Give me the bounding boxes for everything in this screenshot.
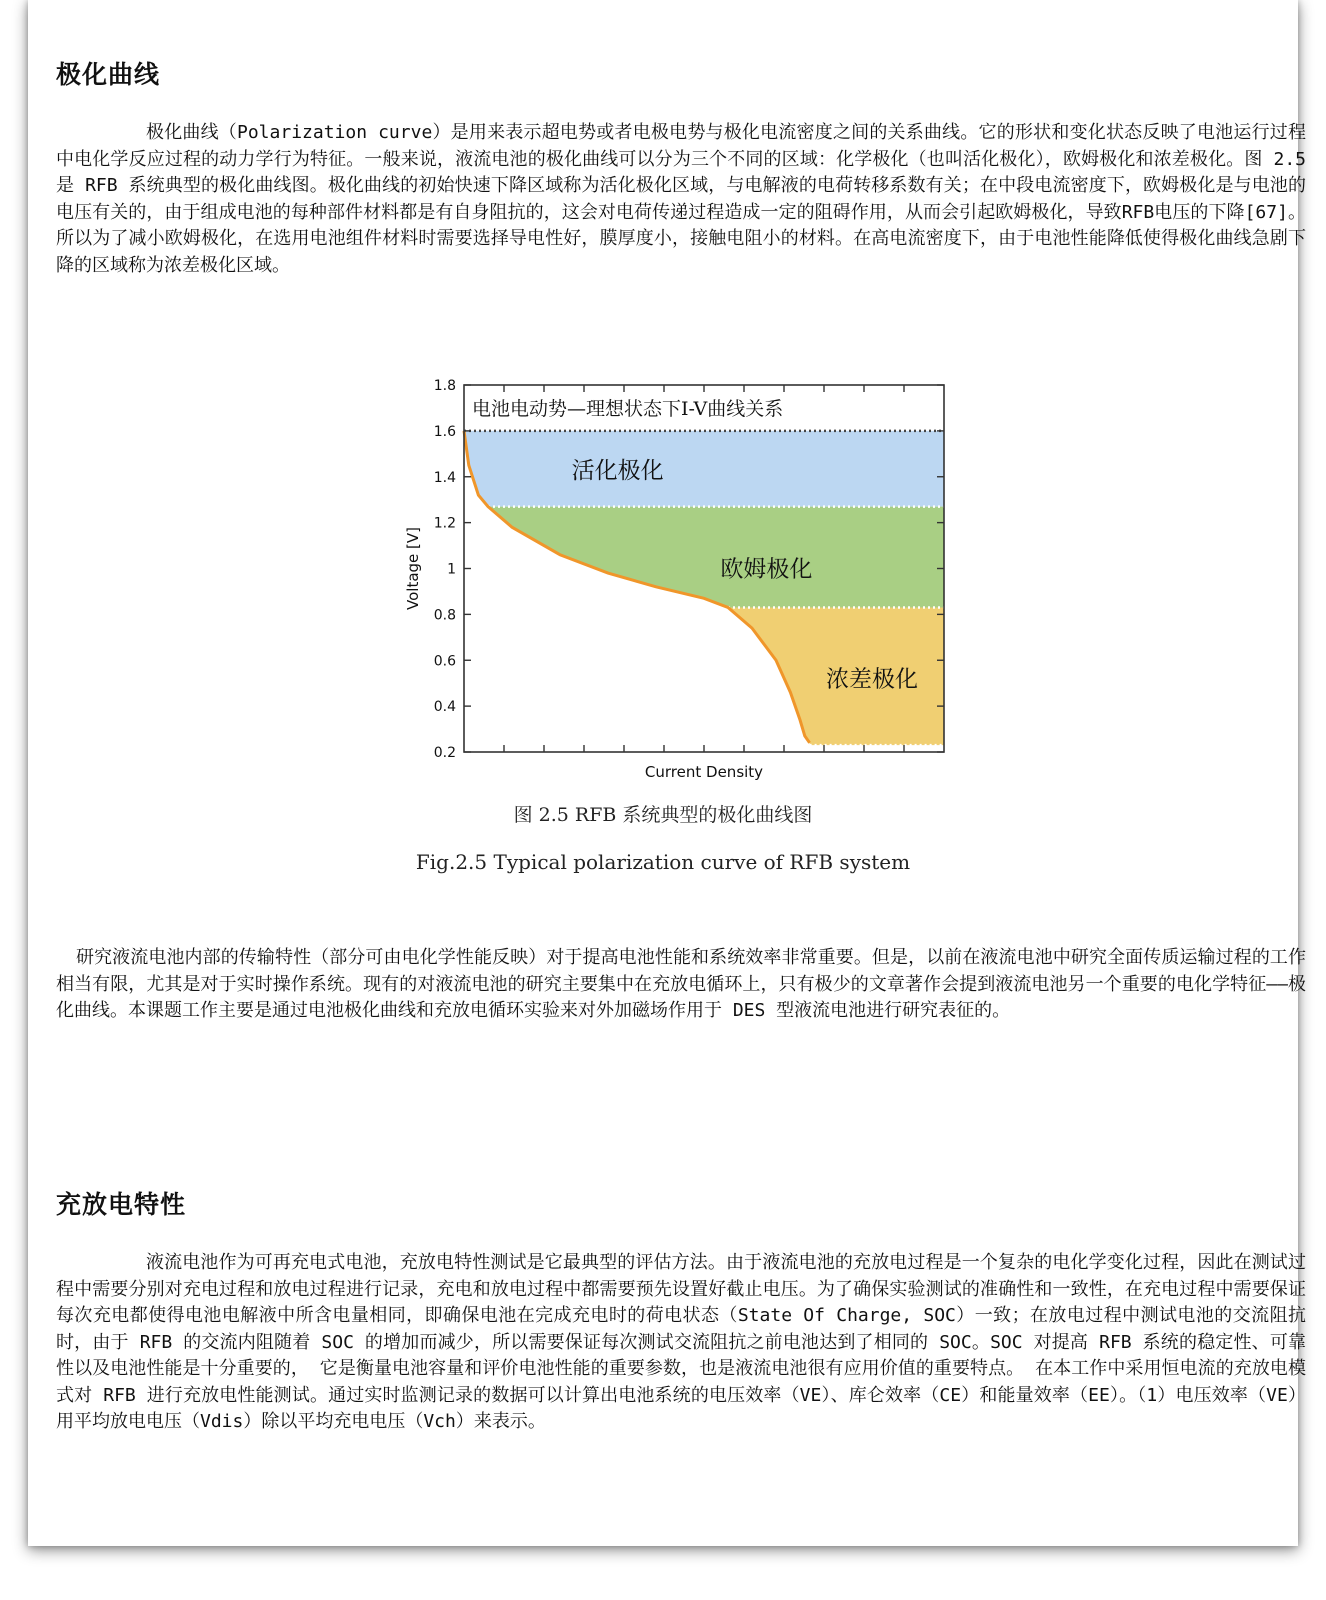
section-charge-discharge-body: [56, 1250, 1306, 1436]
figure-caption-en: Fig.2.5 Typical polarization curve of RFB system: [415, 850, 911, 874]
y-tick-label: 0.6: [433, 653, 456, 670]
section-heading: 极化曲线: [56, 60, 161, 89]
document-page: [28, 0, 1306, 1546]
body-paragraph: 液流电池作为可再充电式电池，充放电特性测试是它最典型的评估方法。由于液流电池的充放电过程是一个复杂的电化学变化过程，因此在测试过程中需要分别对充电过程和放电过程进行记录，充电和放电过程中都需要预先设置好截止电压。为了确保实验测试的准确性和一致性，在充电过程中需要保证每次充电都使得电池电解液中所含电量相同，即确保电池在完成充电时的荷电状态（State Of Charge, SOC）一致；在放电过程中测试电池的交流阻抗时，由于 RFB 的交流内阻随着 SOC 的增加而减少，所以需要保证每次测试交流阻抗之前电池达到了相同的 SOC。SOC 对提高 RFB 系统的稳定性、可靠性以及电池性能是十分重要的， 它是衡量电池容量和评价电池性能的重要参数，也是液流电池很有应用价值的重要特点。 在本工作中采用恒电流的充放电模式对 RFB 进行充放电性能测试。通过实时监测记录的数据可以计算出电池系统的电压效率（VE）、库仑效率（CE）和能量效率（EE）。（1）电压效率（VE）用平均放电电压（Vdis）除以平均充电电压（Vch）来表示。: [56, 1252, 1306, 1432]
section-polarization-body: [56, 120, 1306, 279]
y-tick-label: 0.8: [433, 607, 456, 624]
polarization-chart: [388, 370, 988, 800]
y-axis-label: Voltage [V]: [404, 527, 422, 610]
region-fill-1: [464, 431, 944, 507]
body-paragraph: 极化曲线（Polarization curve）是用来表示超电势或者电极电势与极化电流密度之间的关系曲线。它的形状和变化状态反映了电池运行过程中电化学反应过程的动力学行为特征。一般来说，液流电池的极化曲线可以分为三个不同的区域：化学极化（也叫活化极化），欧姆极化和浓差极化。图 2.5 是 RFB 系统典型的极化曲线图。极化曲线的初始快速下降区域称为活化极化区域，与电解液的电荷转移系数有关；在中段电流密度下，欧姆极化是与电池的电压有关的，由于组成电池的每种部件材料都是有自身阻抗的，这会对电荷传递过程造成一定的阻碍作用，从而会引起欧姆极化，导致RFB电压的下降[67]。所以为了减小欧姆极化，在选用电池组件材料时需要选择导电性好，膜厚度小，接触电阻小的材料。在高电流密度下，由于电池性能降低使得极化曲线急剧下降的区域称为浓差极化区域。: [56, 122, 1306, 276]
region-label-3: 浓差极化: [826, 666, 918, 693]
section-heading: 充放电特性: [56, 1190, 187, 1219]
chart-title: 电池电动势—理想状态下I-V曲线关系: [472, 398, 784, 420]
y-tick-label: 1.4: [433, 469, 456, 486]
figure-caption-cn: 图 2.5 RFB 系统典型的极化曲线图: [513, 804, 813, 826]
y-tick-label: 0.2: [433, 745, 456, 761]
y-tick-label: 1.8: [433, 378, 456, 394]
section-polarization: [56, 55, 1306, 91]
section-charge-discharge: [56, 1185, 1306, 1221]
x-axis-label: Current Density: [644, 763, 764, 781]
region-label-2: 欧姆极化: [720, 556, 813, 583]
region-fill-2: [488, 507, 944, 608]
y-tick-label: 1.2: [433, 515, 456, 532]
y-tick-label: 1: [447, 561, 456, 578]
region-label-1: 活化极化: [571, 457, 664, 484]
y-tick-label: 1.6: [433, 423, 456, 440]
y-tick-label: 0.4: [433, 699, 456, 716]
section-transport-body: [56, 945, 1306, 1025]
body-paragraph: 研究液流电池内部的传输特性（部分可由电化学性能反映）对于提高电池性能和系统效率非常重要。但是，以前在液流电池中研究全面传质运输过程的工作相当有限，尤其是对于实时操作系统。现有的对液流电池的研究主要集中在充放电循环上，只有极少的文章著作会提到液流电池另一个重要的电化学特征——极化曲线。本课题工作主要是通过电池极化曲线和充放电循环实验来对外加磁场作用于 DES 型液流电池进行研究表征的。: [56, 947, 1306, 1021]
